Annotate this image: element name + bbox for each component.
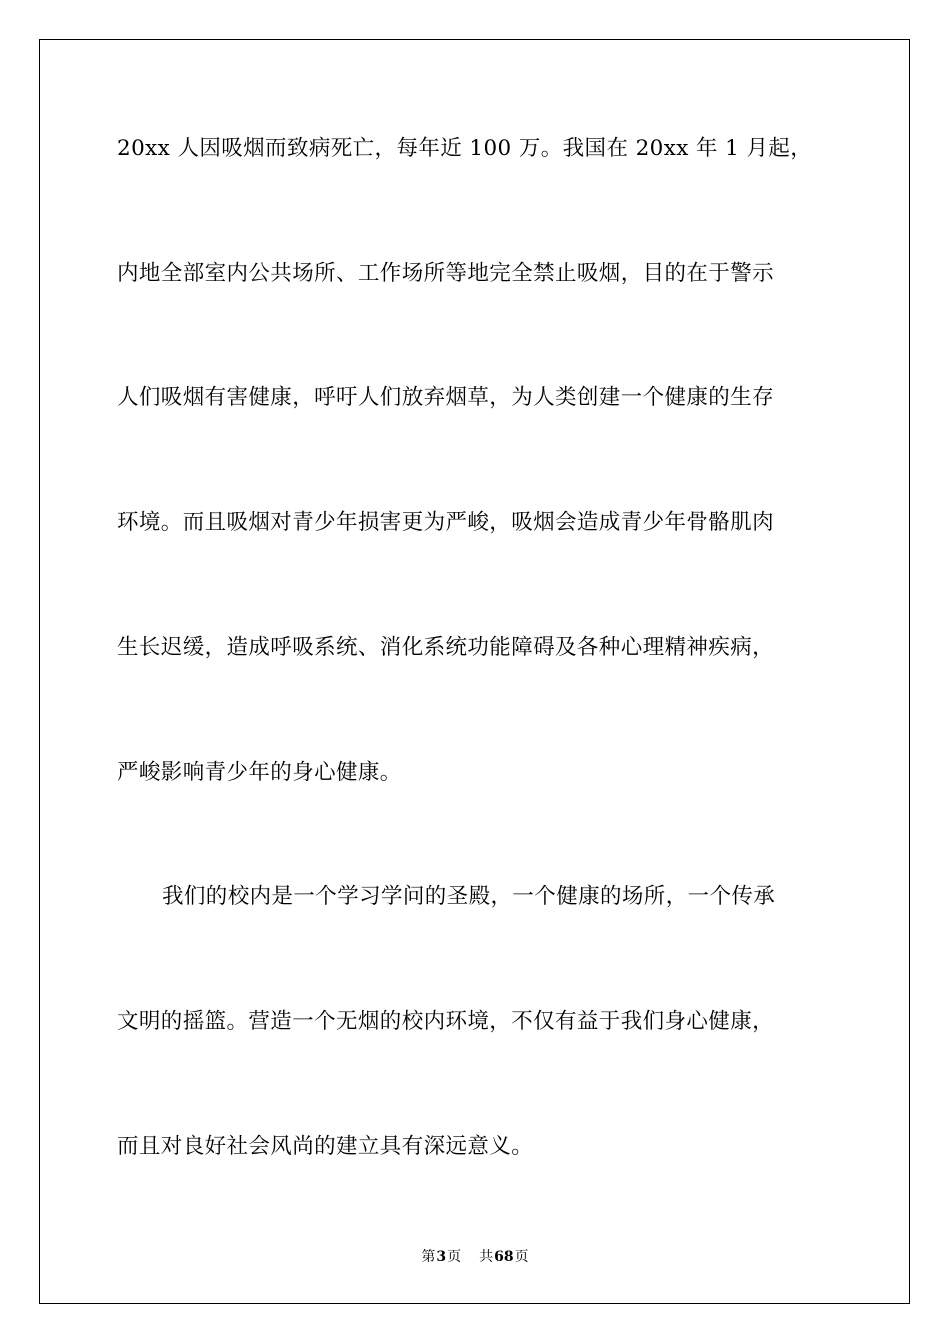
body-line-6: 严峻影响青少年的身心健康。 bbox=[117, 760, 402, 785]
page-number: 3 bbox=[436, 1249, 447, 1265]
body-line-4: 环境。而且吸烟对青少年损害更为严峻，吸烟会造成青少年骨骼肌肉 bbox=[117, 510, 775, 535]
body-line-9: 而且对良好社会风尚的建立具有深远意义。 bbox=[117, 1134, 534, 1159]
body-line-8: 文明的摇篮。营造一个无烟的校内环境，不仅有益于我们身心健康， bbox=[117, 1009, 775, 1034]
body-line-5: 生长迟缓，造成呼吸系统、消化系统功能障碍及各种心理精神疾病， bbox=[117, 635, 775, 660]
body-line-3: 人们吸烟有害健康，呼吁人们放弃烟草，为人类创建一个健康的生存 bbox=[117, 385, 775, 410]
body-line-2: 内地全部室内公共场所、工作场所等地完全禁止吸烟，目的在于警示 bbox=[117, 261, 775, 286]
page-border bbox=[39, 39, 910, 1304]
page-suffix: 页 bbox=[447, 1249, 462, 1265]
body-line-7: 我们的校内是一个学习学问的圣殿，一个健康的场所，一个传承 bbox=[162, 884, 776, 909]
body-line-1: 20xx 人因吸烟而致病死亡，每年近 100 万。我国在 20xx 年 1 月起， bbox=[117, 136, 813, 161]
total-suffix: 页 bbox=[514, 1249, 529, 1265]
page-footer bbox=[0, 1247, 950, 1267]
page-prefix: 第 bbox=[421, 1249, 436, 1265]
total-pages: 68 bbox=[494, 1249, 514, 1265]
total-prefix: 共 bbox=[479, 1249, 494, 1265]
